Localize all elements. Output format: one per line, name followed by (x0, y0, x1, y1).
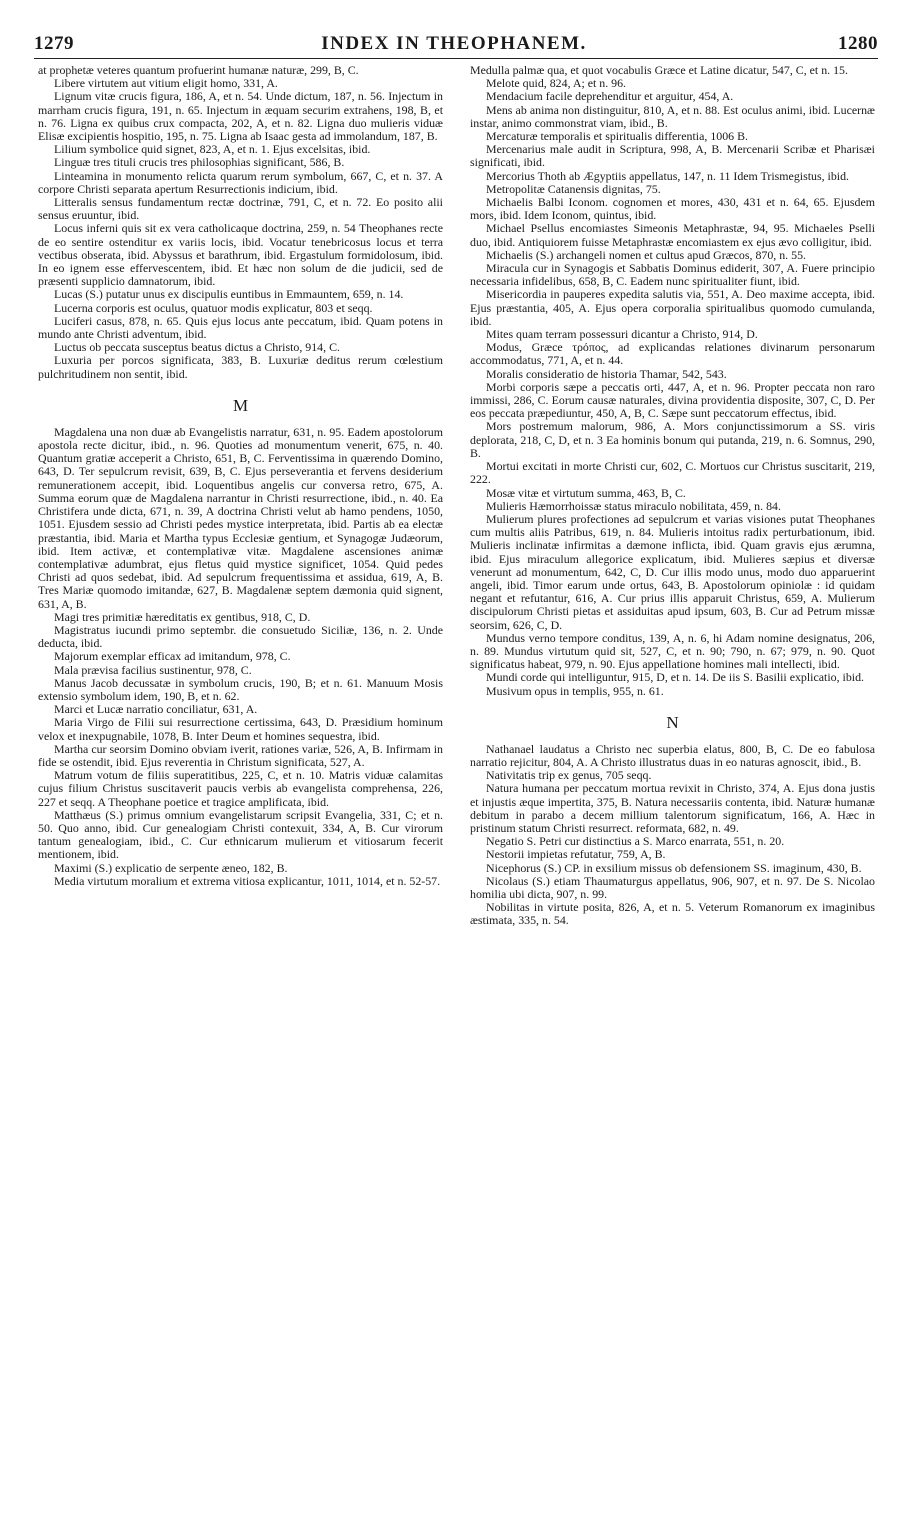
section-letter-m: M (232, 395, 249, 415)
section-letter-n: N (666, 712, 679, 732)
index-entry: Manus Jacob decussatæ in symbolum crucis, 190, B; et n. 61. Manuum Mosis extensio symbolum idem, 190, B, et n. 62. (38, 675, 443, 703)
index-entry: Mites quam terram possessuri dicantur a Christo, 914, D. (486, 327, 758, 342)
index-entry: Lucerna corporis est oculus, quatuor modis explicatur, 803 et seqq. (54, 300, 373, 315)
index-entry: Luctus ob peccata susceptus beatus dictus a Christo, 914, C. (54, 340, 340, 355)
index-entry: Nathanael laudatus a Christo nec superbia elatus, 800, B, C. De eo fabulosa narratio rejicitur, 804, A. A Christo illustratus duas in eo naturas agnoscit, ibid., B. (470, 741, 875, 769)
entries-m-continued (470, 64, 875, 698)
index-entry: Modus, Græce τρόπος, ad explicandas relationes divinarum personarum accommodatus, 771, A, et n. 44. (470, 340, 875, 368)
index-entry: Negatio S. Petri cur distinctius a S. Marco enarrata, 551, n. 20. (486, 834, 785, 849)
index-entry: Magi tres primitiæ hæreditatis ex gentibus, 918, C, D. (54, 609, 311, 624)
entries-l-continued (38, 64, 443, 381)
index-entry: at prophetæ veteres quantum profuerint humanæ naturæ, 299, B, C. (38, 64, 359, 77)
index-entry: Natura humana per peccatum mortua revixit in Christo, 374, A. Ejus dona justis et injustis æque impertita, 375, B. Natura necessariis contenta, ibid. Naturæ humanæ debitum in parabo a decem millium talentorum significatum, 166, A. Hæc in pristinum statum Christi resurrect. reformata, 682, n. 49. (470, 781, 875, 835)
index-entry: Maria Virgo de Filii sui resurrectione certissima, 643, D. Præsidium hominum velox et inexpugnabile, 1078, B. Inter Deum et homines sequestra, ibid. (38, 715, 443, 743)
index-entry: Media virtutum moralium et extrema vitiosa explicantur, 1011, 1014, et n. 52-57. (54, 873, 441, 888)
index-entry: Nicephorus (S.) CP. in exsilium missus ob defensionem SS. imaginum, 430, B. (486, 860, 862, 875)
entries-m (38, 426, 443, 888)
index-entry: Mendacium facile deprehenditur et arguitur, 454, A. (486, 89, 734, 104)
index-entry: Nestorii impietas refutatur, 759, A, B. (486, 847, 666, 862)
page-number-left: 1279 (34, 33, 74, 54)
index-entry: Magistratus iucundi primo septembr. die consuetudo Siciliæ, 136, n. 2. Unde deducta, ibid. (38, 622, 443, 651)
index-entry: Medulla palmæ qua, et quot vocabulis Græce et Latine dicatur, 547, C, et n. 15. (470, 64, 848, 77)
index-entry: Mercorius Thoth ab Ægyptiis appellatus, 147, n. 11 Idem Trismegistus, ibid. (486, 168, 849, 183)
index-entry: Moralis consideratio de historia Thamar, 542, 543. (486, 366, 727, 381)
index-entry: Luciferi casus, 878, n. 65. Quis ejus locus ante peccatum, ibid. Quam potens in mundo ante Christi adventum, ibid. (38, 313, 443, 342)
index-entry: Michaelis Balbi Iconom. cognomen et mores, 430, 431 et n. 64, 65. Ejusdem mors, ibid. Idem Iconom, quintus, ibid. (470, 195, 875, 223)
header-rule (34, 58, 878, 59)
index-entry: Melote quid, 824, A; et n. 96. (486, 76, 627, 91)
right-column (470, 64, 875, 1529)
index-entry: Mundus verno tempore conditus, 139, A, n. 6, hi Adam nomine designatus, 206, n. 89. Mundus virtutum quid sit, 527, C, et n. 90; 790, n. 67; 979, n. 90. Quot significatus habeat, 979, n. 90. Ejus appellatione homines mali intellecti, ibid. (470, 630, 875, 672)
index-entry: Mulieris Hæmorrhoissæ status miraculo nobilitata, 459, n. 84. (486, 498, 781, 513)
index-entry: Morbi corporis sæpe a peccatis orti, 447, A, et n. 96. Propter peccata non raro immissi, 286, C. Eorum causæ naturales, divina providentia disposite, 307, C, D. Per eos peccata præpediuntur, 450, A, B, C. Sæpe sunt peccatorum effectus, ibid. (470, 379, 875, 421)
index-entry: Magdalena una non duæ ab Evangelistis narratur, 631, n. 95. Eadem apostolorum apostola recte dicitur, ibid., n. 96. Quoties ad monumentum venerit, 675, n. 40. Quantum gratiæ acceperit a Christo, 651, B, C. Ferventissima in quærendo Domino, 643, D. Ter sepulcrum revisit, 639, B, C. Ejus perseverantia et fervens desiderium remunerationem accepit, ibid. Loquentibus angelis cur conversa retro, 675, A. Summa eorum quæ de Magdalena narrantur in Christi resurrectione, ibid., n. 40. Ea Christifera unde dicta, 671, n. 39, A doctrina Christi velut ab hamo pendens, 1050, 1051. Ejusdem sessio ad Christi pedes mystice interpretata, ibid. Partis ab ea electæ præstantia, ibid. Maria et Martha typus Ecclesiæ gentium, et Synagogæ Judæorum, ibid. Item activæ, et contemplativæ vitæ. Magdalene ascensiones animæ contemplativæ adumbrat, ejus fletus quid mystice significet, 1054. Quid pedes Christi ad quos sedebat, ibid. Ad sepulcrum frequentissima et assidua, 619, A, B. Tres Mariæ quomodo imitandæ, 627, B. Magdalenæ septem dæmonia quid signent, 631, A, B. (38, 424, 443, 611)
index-entry: Nobilitas in virtute posita, 826, A, et n. 5. Veterum Romanorum ex imaginibus æstimata, 335, n. 54. (470, 900, 875, 928)
index-entry: Mens ab anima non distinguitur, 810, A, et n. 88. Est oculus animi, ibid. Lucernæ instar, animo commonstrat viam, ibid., B. (470, 102, 875, 130)
index-entry: Mala prævisa facilius sustinentur, 978, C. (54, 662, 252, 677)
index-entry: Matrum votum de filiis superatitibus, 225, C, et n. 10. Matris viduæ calamitas cujus filium Christus suscitaverit paucis verbis ab evangelista comprehensa, 226, 227 et seqq. A Theophane poetice et tragice amplificata, ibid. (38, 768, 443, 809)
index-entry: Locus inferni quis sit ex vera catholicaque doctrina, 259, n. 54 Theophanes recte de eo sentire ostenditur ex variis locis, ibid. Vocatur tenebricosus locus et terra vectibus obserata, ibid. Abyssus et barathrum, ibid. Ergastulum formidolosum, ibid. In eo ignem esse effervescentem, ibid. Et hæc non solum de die judicii, sed de præsenti supplicio damnatorum, ibid. (38, 221, 443, 289)
entries-n (470, 743, 875, 928)
index-entry: Maximi (S.) explicatio de serpente æneo, 182, B. (54, 860, 288, 875)
index-entry: Lucas (S.) putatur unus ex discipulis euntibus in Emmauntem, 659, n. 14. (54, 287, 404, 302)
index-entry: Matthæus (S.) primus omnium evangelistarum scripsit Evangelia, 331, C; et n. 50. Quo anno, ibid. Cur genealogiam Christi contexuit, 334, A, B. Cur virorum tantum genealogiam, ibid., C. Cur ethnicarum mulierum et vitiosarum fecerit mentionem, ibid. (38, 807, 443, 862)
left-column (38, 64, 443, 1529)
index-entry: Lignum vitæ crucis figura, 186, A, et n. 54. Unde dictum, 187, n. 56. Injectum in marrham crucis figura, 191, n. 65. Injectum in æquam securim extrahens, 198, B, et n. 76. Ligna ex quibus crux compacta, 202, A, et n. 82. Ligna duo mulieris viduæ Elisæ excipientis hospitio, 195, n. 75. Ligna ab Isaac gesta ad immolandum, 187, B. (38, 89, 443, 144)
index-entry: Marci et Lucæ narratio conciliatur, 631, A. (54, 702, 258, 717)
index-entry: Mors postremum malorum, 986, A. Mors conjunctissimorum a SS. viris deplorata, 218, C, D, et n. 3 Ea hominis bonum qui putanda, 219, n. 6. Somnus, 290, B. (470, 419, 875, 460)
index-entry: Nativitatis trip ex genus, 705 seqq. (486, 768, 652, 783)
page-number-right: 1280 (838, 33, 878, 54)
running-title: INDEX IN THEOPHANEM. (321, 33, 587, 54)
index-entry: Mercenarius male audit in Scriptura, 998, A, B. Mercenarii Scribæ et Pharisæi significati, ibid. (470, 142, 875, 170)
index-entry: Linteamina in monumento relicta quarum rerum symbolum, 667, C, et n. 37. A corpore Christi separata apertum Resurrectionis indicium, ibid. (38, 168, 443, 196)
index-entry: Mortui excitati in morte Christi cur, 602, C. Mortuos cur Christus suscitarit, 219, 222. (470, 459, 875, 487)
index-entry: Musivum opus in templis, 955, n. 61. (486, 683, 664, 698)
index-entry: Libere virtutem aut vitium eligit homo, 331, A. (54, 76, 278, 91)
index-entry: Majorum exemplar efficax ad imitandum, 978, C. (54, 649, 291, 664)
index-entry: Mercaturæ temporalis et spiritualis differentia, 1006 B. (486, 129, 748, 144)
index-entry: Mundi corde qui intelliguntur, 915, D, et n. 14. De iis S. Basilii explicatio, ibid. (486, 670, 865, 685)
index-entry: Mosæ vitæ et virtutum summa, 463, B, C. (486, 485, 686, 500)
index-entry: Luxuria per porcos significata, 383, B. Luxuriæ deditus rerum cœlestium pulchritudinem non sentit, ibid. (38, 353, 443, 381)
index-entry: Litteralis sensus fundamentum rectæ doctrinæ, 791, C, et n. 72. Eo posito alii sensus eruuntur, ibid. (38, 195, 443, 223)
index-entry: Lilium symbolice quid signet, 823, A, et n. 1. Ejus excelsitas, ibid. (54, 142, 371, 157)
index-entry: Metropolitæ Catanensis dignitas, 75. (486, 181, 661, 196)
index-entry: Michael Psellus encomiastes Simeonis Metaphrastæ, 94, 95. Michaeles Pselli duo, ibid. Antiquiorem fuisse Metaphrastæ encomiastem ex ejus ævo colligitur, ibid. (470, 221, 875, 249)
index-entry: Misericordia in pauperes expedita salutis via, 551, A. Deo maxime accepta, ibid. Ejus præstantia, 405, A. Ejus opera corporalia spiritualibus quomodo cumulanda, ibid. (470, 287, 875, 328)
index-entry: Martha cur seorsim Domino obviam iverit, rationes variæ, 526, A, B. Infirmam in fide se ostendit, ibid. Ejus reverentia in Christum significata, 527, A. (38, 741, 443, 769)
index-entry: Mulierum plures profectiones ad sepulcrum et varias visiones putat Theophanes cum multis aliis Patribus, 619, n. 84. Mulieris intoitus radix perturbationum, ibid. Mulieris inclinatæ infirmitas a dæmone inflicta, ibid. Quam gravis ejus ærumna, ibid. Ejus miraculum allegorice explicatum, ibid. Mulieres sæpius et diversæ venerunt ad monumentum, 642, C, D. Cur illis modo unus, modo duo apparuerint angeli, ibid. Timor earum unde ortus, 643, B. Apostolorum opiniolæ : id quidam negant et refutantur, 616, A. Cur prius illis apparuit Christus, 659, A. Mulierum discipulorum Christi pietas et assiduitas apud ipsum, 603, B. Cur ad Petrum missæ seorsim, 626, C, D. (470, 511, 875, 632)
index-entry: Linguæ tres tituli crucis tres philosophias significant, 586, B. (54, 155, 345, 170)
index-entry: Nicolaus (S.) etiam Thaumaturgus appellatus, 906, 907, et n. 97. De S. Nicolao homilia ubi dicta, 907, n. 99. (470, 873, 875, 901)
index-entry: Michaelis (S.) archangeli nomen et cultus apud Græcos, 870, n. 55. (486, 247, 806, 262)
index-entry: Miracula cur in Synagogis et Sabbatis Dominus ediderit, 307, A. Fuere principio necessaria infidelibus, 658, B, C. Eadem nunc spiritualiter fiunt, ibid. (470, 261, 875, 289)
